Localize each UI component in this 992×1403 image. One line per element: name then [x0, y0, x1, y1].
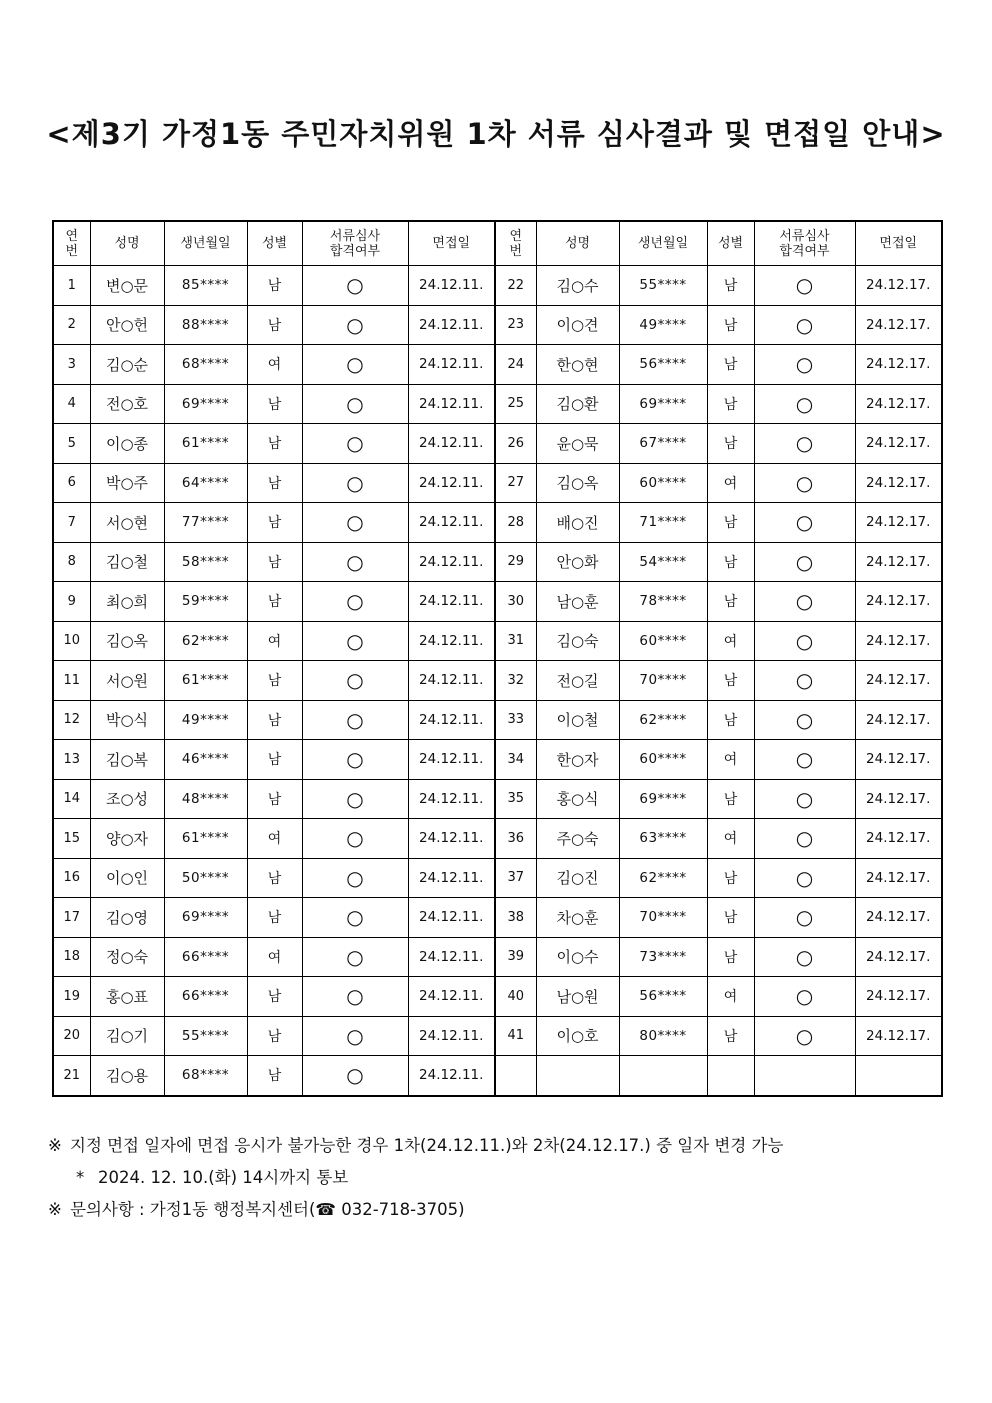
cell-pass: ○: [302, 384, 408, 424]
note-text: 문의사항 : 가정1동 행정복지센터(☎ 032-718-3705): [70, 1200, 465, 1219]
cell-pass: ○: [302, 621, 408, 661]
cell-birth: 61****: [164, 424, 247, 464]
cell-pass: ○: [754, 977, 855, 1017]
cell-no: 28: [495, 503, 536, 543]
cell-no: 27: [495, 463, 536, 503]
cell-name: 홍○표: [90, 977, 164, 1017]
cell-no: 4: [53, 384, 90, 424]
cell-no: 3: [53, 345, 90, 385]
cell-pass: ○: [754, 424, 855, 464]
note-contact: [48, 1194, 948, 1226]
cell-date: 24.12.11.: [408, 898, 495, 938]
cell-name: 김○복: [90, 740, 164, 780]
cell-date: 24.12.17.: [855, 266, 942, 306]
cell-name: 배○진: [536, 503, 619, 543]
cell-date: 24.12.17.: [855, 384, 942, 424]
cell-name: 양○자: [90, 819, 164, 859]
cell-birth: 80****: [619, 1016, 707, 1056]
cell-gender: 남: [707, 779, 754, 819]
header-date: 면접일: [855, 221, 942, 266]
cell-pass: ○: [754, 384, 855, 424]
cell-no: 37: [495, 858, 536, 898]
cell-date: 24.12.11.: [408, 977, 495, 1017]
cell-date: 24.12.17.: [855, 740, 942, 780]
header-date: 면접일: [408, 221, 495, 266]
cell-name: 김○수: [536, 266, 619, 306]
cell-pass: ○: [302, 977, 408, 1017]
header-gender: 성별: [247, 221, 302, 266]
cell-pass: ○: [302, 503, 408, 543]
header-birth: 생년월일: [164, 221, 247, 266]
header-pass: 서류심사 합격여부: [302, 221, 408, 266]
cell-birth: 67****: [619, 424, 707, 464]
cell-gender: 남: [707, 1016, 754, 1056]
table-row: [53, 582, 942, 622]
cell-name: 김○용: [90, 1056, 164, 1096]
cell-no: 40: [495, 977, 536, 1017]
table-row: [53, 424, 942, 464]
cell-no: 12: [53, 700, 90, 740]
cell-birth: 62****: [619, 700, 707, 740]
cell-gender: 여: [247, 819, 302, 859]
cell-gender: 남: [247, 305, 302, 345]
cell-name: 전○길: [536, 661, 619, 701]
cell-no: 13: [53, 740, 90, 780]
cell-no: 36: [495, 819, 536, 859]
cell-name: 김○옥: [536, 463, 619, 503]
cell-pass: ○: [754, 621, 855, 661]
cell-date: 24.12.11.: [408, 700, 495, 740]
cell-date: 24.12.17.: [855, 858, 942, 898]
cell-name: 남○원: [536, 977, 619, 1017]
cell-no: 38: [495, 898, 536, 938]
table-row: [53, 898, 942, 938]
cell-name: 김○숙: [536, 621, 619, 661]
cell-name: 이○호: [536, 1016, 619, 1056]
cell-birth: 66****: [164, 977, 247, 1017]
cell-birth: 85****: [164, 266, 247, 306]
cell-date: 24.12.11.: [408, 858, 495, 898]
cell-pass: ○: [754, 345, 855, 385]
table-row: [53, 937, 942, 977]
cell-no: 2: [53, 305, 90, 345]
cell-gender: 남: [707, 503, 754, 543]
cell-no: 11: [53, 661, 90, 701]
note-date-change: [48, 1130, 948, 1162]
empty-cell: [495, 1056, 536, 1096]
cell-pass: ○: [754, 937, 855, 977]
cell-name: 이○인: [90, 858, 164, 898]
cell-gender: 남: [247, 1016, 302, 1056]
cell-gender: 남: [247, 542, 302, 582]
cell-date: 24.12.11.: [408, 1056, 495, 1096]
cell-name: 조○성: [90, 779, 164, 819]
note-text: 2024. 12. 10.(화) 14시까지 통보: [98, 1168, 349, 1187]
cell-no: 31: [495, 621, 536, 661]
cell-name: 안○화: [536, 542, 619, 582]
cell-pass: ○: [302, 740, 408, 780]
cell-pass: ○: [302, 661, 408, 701]
result-table: [52, 220, 943, 1097]
notes: [48, 1130, 948, 1226]
cell-birth: 69****: [164, 898, 247, 938]
cell-no: 41: [495, 1016, 536, 1056]
cell-date: 24.12.11.: [408, 779, 495, 819]
reference-mark: ※: [48, 1200, 62, 1219]
cell-birth: 88****: [164, 305, 247, 345]
cell-date: 24.12.17.: [855, 305, 942, 345]
cell-name: 김○순: [90, 345, 164, 385]
cell-date: 24.12.11.: [408, 937, 495, 977]
cell-birth: 55****: [619, 266, 707, 306]
cell-gender: 남: [707, 661, 754, 701]
cell-birth: 61****: [164, 819, 247, 859]
cell-gender: 남: [707, 542, 754, 582]
cell-pass: ○: [302, 542, 408, 582]
cell-gender: 남: [707, 266, 754, 306]
table-header-row: [53, 221, 942, 266]
table-row: [53, 542, 942, 582]
cell-no: 34: [495, 740, 536, 780]
table-row: [53, 779, 942, 819]
note-deadline: [48, 1162, 948, 1194]
cell-pass: ○: [302, 937, 408, 977]
cell-no: 16: [53, 858, 90, 898]
header-name: 성명: [536, 221, 619, 266]
cell-date: 24.12.11.: [408, 661, 495, 701]
cell-gender: 남: [247, 1056, 302, 1096]
cell-no: 17: [53, 898, 90, 938]
cell-name: 서○현: [90, 503, 164, 543]
cell-date: 24.12.17.: [855, 937, 942, 977]
cell-date: 24.12.11.: [408, 305, 495, 345]
cell-birth: 56****: [619, 977, 707, 1017]
cell-pass: ○: [754, 266, 855, 306]
cell-birth: 49****: [619, 305, 707, 345]
cell-pass: ○: [754, 740, 855, 780]
cell-birth: 71****: [619, 503, 707, 543]
cell-gender: 남: [247, 384, 302, 424]
cell-gender: 남: [247, 977, 302, 1017]
cell-no: 7: [53, 503, 90, 543]
cell-name: 주○숙: [536, 819, 619, 859]
cell-birth: 69****: [619, 384, 707, 424]
cell-birth: 50****: [164, 858, 247, 898]
cell-date: 24.12.11.: [408, 503, 495, 543]
table-row: [53, 621, 942, 661]
page-title: <제3기 가정1동 주민자치위원 1차 서류 심사결과 및 면접일 안내>: [46, 117, 946, 151]
cell-gender: 남: [707, 305, 754, 345]
cell-no: 26: [495, 424, 536, 464]
cell-birth: 54****: [619, 542, 707, 582]
cell-gender: 여: [707, 977, 754, 1017]
cell-pass: ○: [302, 305, 408, 345]
cell-birth: 61****: [164, 661, 247, 701]
cell-name: 서○원: [90, 661, 164, 701]
cell-gender: 남: [707, 700, 754, 740]
cell-name: 이○수: [536, 937, 619, 977]
cell-no: 30: [495, 582, 536, 622]
cell-pass: ○: [754, 898, 855, 938]
cell-pass: ○: [302, 898, 408, 938]
empty-cell: [536, 1056, 619, 1096]
table-row: [53, 463, 942, 503]
cell-date: 24.12.17.: [855, 977, 942, 1017]
cell-birth: 58****: [164, 542, 247, 582]
table-row: [53, 384, 942, 424]
cell-name: 차○훈: [536, 898, 619, 938]
cell-birth: 62****: [619, 858, 707, 898]
cell-pass: ○: [302, 819, 408, 859]
cell-date: 24.12.17.: [855, 582, 942, 622]
cell-gender: 남: [247, 740, 302, 780]
cell-gender: 남: [247, 661, 302, 701]
cell-no: 29: [495, 542, 536, 582]
cell-name: 안○헌: [90, 305, 164, 345]
cell-no: 9: [53, 582, 90, 622]
cell-name: 김○환: [536, 384, 619, 424]
cell-pass: ○: [302, 858, 408, 898]
table-row: [53, 740, 942, 780]
cell-birth: 63****: [619, 819, 707, 859]
cell-birth: 68****: [164, 1056, 247, 1096]
table-row: [53, 858, 942, 898]
cell-gender: 남: [247, 503, 302, 543]
cell-gender: 여: [707, 463, 754, 503]
cell-date: 24.12.11.: [408, 582, 495, 622]
cell-name: 변○문: [90, 266, 164, 306]
cell-birth: 70****: [619, 898, 707, 938]
header-birth: 생년월일: [619, 221, 707, 266]
table-row: [53, 503, 942, 543]
cell-name: 한○현: [536, 345, 619, 385]
cell-name: 김○옥: [90, 621, 164, 661]
cell-birth: 68****: [164, 345, 247, 385]
cell-gender: 남: [707, 384, 754, 424]
cell-birth: 49****: [164, 700, 247, 740]
table-row: [53, 977, 942, 1017]
cell-name: 남○훈: [536, 582, 619, 622]
cell-name: 김○철: [90, 542, 164, 582]
cell-gender: 남: [707, 858, 754, 898]
cell-no: 24: [495, 345, 536, 385]
cell-pass: ○: [302, 1016, 408, 1056]
note-text: 지정 면접 일자에 면접 응시가 불가능한 경우 1차(24.12.11.)와 2차(24.12.17.) 중 일자 변경 가능: [70, 1136, 784, 1155]
cell-date: 24.12.17.: [855, 621, 942, 661]
cell-name: 박○식: [90, 700, 164, 740]
cell-birth: 70****: [619, 661, 707, 701]
cell-date: 24.12.17.: [855, 700, 942, 740]
cell-pass: ○: [754, 661, 855, 701]
cell-gender: 남: [247, 700, 302, 740]
cell-date: 24.12.17.: [855, 779, 942, 819]
cell-no: 10: [53, 621, 90, 661]
cell-pass: ○: [754, 503, 855, 543]
empty-cell: [707, 1056, 754, 1096]
cell-pass: ○: [754, 463, 855, 503]
cell-pass: ○: [754, 779, 855, 819]
cell-name: 최○희: [90, 582, 164, 622]
cell-gender: 남: [707, 345, 754, 385]
cell-pass: ○: [754, 582, 855, 622]
cell-name: 이○철: [536, 700, 619, 740]
cell-birth: 48****: [164, 779, 247, 819]
cell-name: 윤○묵: [536, 424, 619, 464]
cell-birth: 60****: [619, 740, 707, 780]
cell-name: 전○호: [90, 384, 164, 424]
cell-date: 24.12.17.: [855, 463, 942, 503]
empty-cell: [855, 1056, 942, 1096]
cell-pass: ○: [754, 858, 855, 898]
cell-birth: 69****: [164, 384, 247, 424]
table-body: [53, 266, 942, 1096]
cell-date: 24.12.11.: [408, 740, 495, 780]
cell-date: 24.12.11.: [408, 621, 495, 661]
cell-birth: 66****: [164, 937, 247, 977]
cell-name: 박○주: [90, 463, 164, 503]
cell-name: 이○견: [536, 305, 619, 345]
cell-no: 32: [495, 661, 536, 701]
cell-date: 24.12.17.: [855, 542, 942, 582]
header-pass: 서류심사 합격여부: [754, 221, 855, 266]
cell-pass: ○: [302, 1056, 408, 1096]
cell-date: 24.12.17.: [855, 661, 942, 701]
cell-gender: 남: [247, 463, 302, 503]
cell-date: 24.12.17.: [855, 424, 942, 464]
header-no: 연번: [53, 221, 90, 266]
header-name: 성명: [90, 221, 164, 266]
cell-gender: 여: [247, 937, 302, 977]
cell-no: 1: [53, 266, 90, 306]
cell-date: 24.12.17.: [855, 345, 942, 385]
cell-gender: 남: [707, 582, 754, 622]
cell-gender: 남: [247, 266, 302, 306]
cell-gender: 남: [247, 779, 302, 819]
cell-pass: ○: [302, 700, 408, 740]
cell-pass: ○: [754, 305, 855, 345]
cell-no: 33: [495, 700, 536, 740]
cell-date: 24.12.11.: [408, 819, 495, 859]
cell-date: 24.12.11.: [408, 424, 495, 464]
cell-gender: 남: [707, 898, 754, 938]
cell-birth: 55****: [164, 1016, 247, 1056]
cell-no: 25: [495, 384, 536, 424]
empty-cell: [619, 1056, 707, 1096]
cell-date: 24.12.11.: [408, 345, 495, 385]
cell-date: 24.12.11.: [408, 384, 495, 424]
cell-no: 14: [53, 779, 90, 819]
cell-no: 15: [53, 819, 90, 859]
cell-birth: 64****: [164, 463, 247, 503]
cell-gender: 남: [247, 858, 302, 898]
cell-pass: ○: [302, 345, 408, 385]
cell-date: 24.12.17.: [855, 898, 942, 938]
cell-pass: ○: [754, 700, 855, 740]
cell-gender: 여: [707, 740, 754, 780]
cell-no: 21: [53, 1056, 90, 1096]
cell-no: 5: [53, 424, 90, 464]
cell-birth: 77****: [164, 503, 247, 543]
cell-name: 한○자: [536, 740, 619, 780]
cell-date: 24.12.11.: [408, 266, 495, 306]
cell-pass: ○: [754, 819, 855, 859]
cell-no: 20: [53, 1016, 90, 1056]
cell-pass: ○: [754, 542, 855, 582]
cell-no: 39: [495, 937, 536, 977]
cell-pass: ○: [302, 582, 408, 622]
table-row: [53, 345, 942, 385]
reference-mark: ※: [48, 1136, 62, 1155]
cell-name: 이○종: [90, 424, 164, 464]
cell-name: 정○숙: [90, 937, 164, 977]
cell-gender: 남: [247, 582, 302, 622]
table-row: [53, 305, 942, 345]
cell-name: 김○기: [90, 1016, 164, 1056]
table-row: [53, 661, 942, 701]
cell-birth: 59****: [164, 582, 247, 622]
table-row: [53, 700, 942, 740]
header-no: 연번: [495, 221, 536, 266]
cell-no: 19: [53, 977, 90, 1017]
cell-pass: ○: [302, 424, 408, 464]
cell-gender: 여: [247, 345, 302, 385]
empty-cell: [754, 1056, 855, 1096]
cell-pass: ○: [302, 779, 408, 819]
cell-gender: 여: [707, 621, 754, 661]
table-row: [53, 266, 942, 306]
table-row: [53, 1016, 942, 1056]
cell-gender: 남: [247, 898, 302, 938]
cell-pass: ○: [302, 463, 408, 503]
cell-gender: 남: [707, 937, 754, 977]
cell-no: 6: [53, 463, 90, 503]
cell-birth: 60****: [619, 463, 707, 503]
cell-gender: 남: [247, 424, 302, 464]
cell-birth: 62****: [164, 621, 247, 661]
cell-no: 23: [495, 305, 536, 345]
cell-date: 24.12.17.: [855, 1016, 942, 1056]
cell-birth: 78****: [619, 582, 707, 622]
cell-date: 24.12.11.: [408, 542, 495, 582]
table-row: [53, 1056, 942, 1096]
cell-date: 24.12.17.: [855, 503, 942, 543]
cell-date: 24.12.17.: [855, 819, 942, 859]
cell-birth: 60****: [619, 621, 707, 661]
cell-birth: 46****: [164, 740, 247, 780]
cell-no: 18: [53, 937, 90, 977]
cell-name: 홍○식: [536, 779, 619, 819]
cell-no: 35: [495, 779, 536, 819]
cell-pass: ○: [302, 266, 408, 306]
cell-birth: 73****: [619, 937, 707, 977]
cell-date: 24.12.11.: [408, 463, 495, 503]
cell-gender: 남: [707, 424, 754, 464]
cell-no: 8: [53, 542, 90, 582]
cell-birth: 56****: [619, 345, 707, 385]
cell-gender: 여: [707, 819, 754, 859]
cell-date: 24.12.11.: [408, 1016, 495, 1056]
header-gender: 성별: [707, 221, 754, 266]
bullet-mark: *: [76, 1168, 85, 1187]
cell-name: 김○진: [536, 858, 619, 898]
cell-birth: 69****: [619, 779, 707, 819]
table-row: [53, 819, 942, 859]
cell-gender: 여: [247, 621, 302, 661]
cell-no: 22: [495, 266, 536, 306]
cell-pass: ○: [754, 1016, 855, 1056]
cell-name: 김○영: [90, 898, 164, 938]
